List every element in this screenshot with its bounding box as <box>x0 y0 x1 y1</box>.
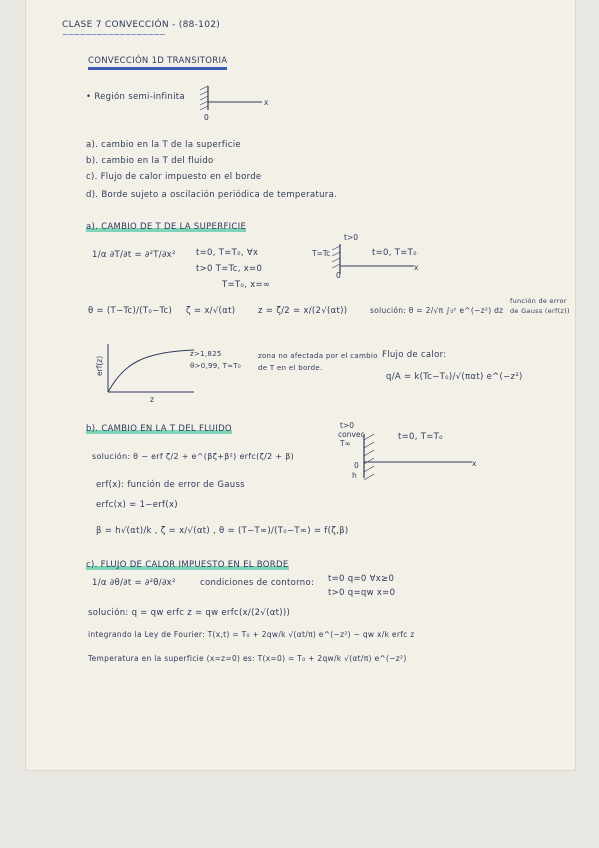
case-d: d). Borde sujeto a oscilación periódica de temperatura. <box>86 190 338 200</box>
sketch-b-conv: convec <box>338 430 365 439</box>
section-c-pde: 1/α ∂θ/∂t = ∂²θ/∂x² <box>92 578 176 588</box>
section-b-sketch <box>332 420 482 482</box>
section-b-solution: solución: θ − erf ζ/2 + e^(βζ+β²) erfc(ζ/2 + β) <box>92 452 295 461</box>
sketch-b-h: h <box>352 471 357 480</box>
section-a-z: z = ζ/2 = x/(2√(αt)) <box>258 306 348 316</box>
erfc-definition: erfc(x) = 1−erf(x) <box>96 500 178 510</box>
svg-text:0: 0 <box>336 271 341 280</box>
page-header: CLASE 7 CONVECCIÓN - (88-102) <box>62 20 221 30</box>
heat-flow-title: Flujo de calor: <box>382 350 447 360</box>
section-c-fourier: integrando la Ley de Fourier: T(x,t) = T₀ + 2qw/k √(αt/π) e^(−z²) − qw x/k erfc z <box>88 630 415 639</box>
erf-definition: erf(x): función de error de Gauss <box>96 480 245 490</box>
section-a-cond-3: T=T₀, x=∞ <box>222 280 271 290</box>
svg-text:T=Tc: T=Tc <box>312 249 331 258</box>
svg-text:x: x <box>264 98 269 107</box>
case-c: c). Flujo de calor impuesto en el borde <box>86 172 262 182</box>
header-underline: ~~~~~~~~~~~~~~~~~~ <box>62 30 165 39</box>
section-c-solution: solución: q = qw erfc z = qw erfc(x/(2√(αt))) <box>88 608 291 618</box>
section-a-heading: a). CAMBIO DE T DE LA SUPERFICIE <box>86 222 247 232</box>
svg-text:x: x <box>414 263 419 272</box>
svg-text:0: 0 <box>354 461 359 470</box>
section-a-cond-1: t=0, T=T₀, ∀x <box>196 248 259 258</box>
svg-text:0: 0 <box>204 113 209 122</box>
sketch-b-t: t>0 <box>340 421 354 430</box>
sketch-a-t: t>0 <box>344 233 358 242</box>
section-title: CONVECCIÓN 1D TRANSITORIA <box>88 56 227 70</box>
graph-note-3: zona no afectada por el cambio de T en el borde. <box>258 352 378 372</box>
case-a: a). cambio en la T de la superficie <box>86 140 241 150</box>
heat-flow-equation: q/A = k(Tc−T₀)/√(παt) e^(−z²) <box>386 372 523 382</box>
section-c-bc-1: t=0 q=0 ∀x≥0 <box>328 574 395 584</box>
section-a-erf-note: función de error de Gauss (erf(z)) <box>510 297 570 315</box>
notebook-page <box>26 0 575 770</box>
graph-note-2: θ>0,99, T≈T₀ <box>190 362 242 370</box>
section-a-theta: θ = (T−Tc)/(T₀−Tc) <box>88 306 173 316</box>
graph-note-1: z>1,825 <box>190 350 222 358</box>
section-a-solution: solución: θ = 2/√π ∫₀ᶻ e^(−z²) dz <box>370 306 504 315</box>
section-c-heading: c). FLUJO DE CALOR IMPUESTO EN EL BORDE <box>86 560 289 570</box>
section-a-pde: 1/α ∂T/∂t = ∂²T/∂x² <box>92 250 176 260</box>
erf-graph-ylabel: erf(z) <box>95 355 104 376</box>
section-a-cond-2: t>0 T=Tc, x=0 <box>196 264 263 274</box>
semi-infinite-sketch <box>196 82 276 122</box>
case-b: b). cambio en la T del fluido <box>86 156 214 166</box>
section-a-zeta: ζ = x/√(αt) <box>186 306 236 316</box>
section-c-bc-2: t>0 q=qw x=0 <box>328 588 396 598</box>
section-c-bc-label: condiciones de contorno: <box>200 578 315 588</box>
erf-graph <box>90 340 200 404</box>
intro-region: • Región semi-infinita <box>86 92 185 102</box>
svg-text:x: x <box>472 459 477 468</box>
sketch-b-tinf: T∞ <box>340 439 351 448</box>
section-b-params: β = h√(αt)/k , ζ = x/√(αt) , θ = (T−T∞)/(T₀−T∞) = f(ζ,β) <box>96 526 349 536</box>
section-a-sketch-right: t=0, T=T₀ <box>372 248 417 258</box>
section-b-heading: b). CAMBIO EN LA T DEL FLUIDO <box>86 424 232 434</box>
section-c-surface: Temperatura en la superficie (x=z=0) es: T(x=0) = T₀ + 2qw/k √(αt/π) e^(−z²) <box>88 654 407 663</box>
section-b-sketch-right: t=0, T=T₀ <box>398 432 443 442</box>
erf-graph-xlabel: z <box>150 395 154 404</box>
